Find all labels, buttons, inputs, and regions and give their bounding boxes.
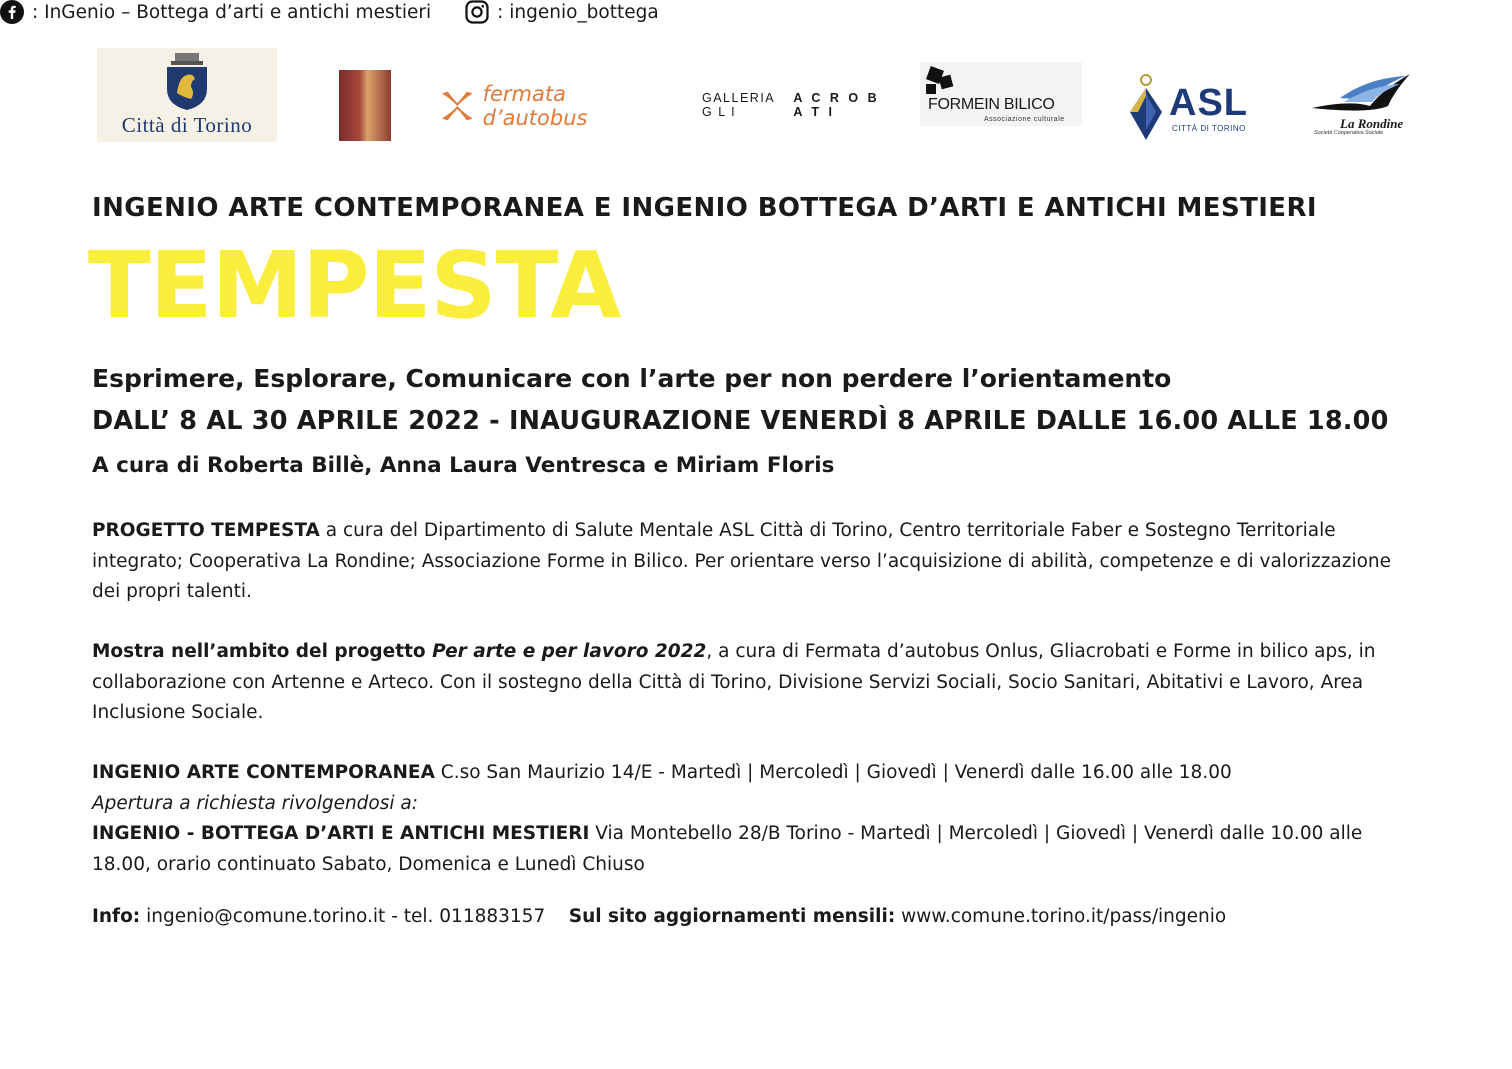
fermata-x-icon xyxy=(440,89,475,123)
site-url[interactable]: www.comune.torino.it/pass/ingenio xyxy=(895,906,1227,927)
rondine-logo-text: La Rondine xyxy=(1340,116,1404,131)
project-text: a cura del Dipartimento di Salute Mentale ASL Città di Torino, Centro territoriale Faber e Sostegno Territoriale integrato; Cooperativa La Rondine; Associazione Forme in Bilico. Per orientare verso l’acquisizione di abilità, competenze e di valorizzazione dei propri talenti. xyxy=(92,520,1392,602)
venue2-details: Via Montebello 28/B Torino - Martedì | Mercoledì | Giovedì | Venerdì dalle 10.00 alle 18.00, orario continuato Sabato, Domenica e Lunedì Chiuso xyxy=(92,823,1363,875)
info-line xyxy=(92,902,1422,933)
context-project-name: Per arte e per lavoro 2022 xyxy=(432,641,707,662)
forme-in-bilico-logo xyxy=(920,62,1082,126)
torino-logo-text: Città di Torino xyxy=(121,112,253,137)
info-contacts: ingenio@comune.torino.it - tel. 011883157 xyxy=(140,906,546,927)
fermata-autobus-logo xyxy=(440,82,670,130)
curators-line: A cura di Roberta Billè, Anna Laura Ventresca e Miriam Floris xyxy=(92,453,835,478)
venue2-name: INGENIO - BOTTEGA D’ARTI E ANTICHI MESTIERI xyxy=(92,823,590,844)
context-label: Mostra nell’ambito del progetto xyxy=(92,641,433,662)
forme-logo-text: FORMEIN BILICO xyxy=(928,96,1055,113)
apertura-note: Apertura a richiesta rivolgendosi a: xyxy=(92,792,418,814)
exhibition-subtitle: Esprimere, Esplorare, Comunicare con l’arte per non perdere l’orientamento xyxy=(92,364,1172,393)
asl-emblem-icon xyxy=(1126,72,1166,142)
venues-paragraph xyxy=(92,758,1422,880)
forme-logo-subtext: Associazione culturale xyxy=(984,116,1065,123)
citta-di-torino-logo xyxy=(97,48,277,142)
galleria-gliacrobati-logo xyxy=(702,92,897,118)
exhibition-context-paragraph xyxy=(92,637,1422,729)
instagram-handle[interactable]: : ingenio_bottega xyxy=(497,1,659,23)
asl-logo-text: ASL xyxy=(1169,82,1248,124)
social-line xyxy=(0,0,1512,24)
galleria-bold: A C R O B A T I xyxy=(793,91,880,119)
facebook-icon[interactable] xyxy=(0,0,24,24)
info-label: Info: xyxy=(92,906,141,927)
project-paragraph xyxy=(92,516,1422,608)
exhibition-dates: DALL’ 8 AL 30 APRILE 2022 - INAUGURAZIONE VENERDÌ 8 APRILE DALLE 16.00 ALLE 18.00 xyxy=(92,406,1389,436)
context-text: , a cura di Fermata d’autobus Onlus, Gliacrobati e Forme in bilico aps, in collaborazione con Artenne e Arteco. Con il sostegno della Città di Torino, Divisione Servizi Sociali, Socio Sanitari, Abitativi e Lavoro, Area Inclusione Sociale. xyxy=(92,641,1376,723)
swallow-icon xyxy=(1310,72,1412,118)
venue1-name: INGENIO ARTE CONTEMPORANEA xyxy=(92,762,435,783)
project-label: PROGETTO TEMPESTA xyxy=(92,520,320,541)
la-rondine-logo xyxy=(1310,72,1412,136)
exhibition-title: TEMPESTA xyxy=(88,232,621,339)
museum-book-logo xyxy=(339,70,391,141)
asl-logo-subtext: CITTÀ DI TORINO xyxy=(1172,124,1246,133)
asl-logo xyxy=(1122,72,1250,142)
instagram-icon[interactable] xyxy=(465,0,489,24)
facebook-handle[interactable]: : InGenio – Bottega d’arti e antichi mestieri xyxy=(32,1,432,23)
galleria-prefix: GALLERIA G L I xyxy=(702,91,775,119)
site-label: Sul sito aggiornamenti mensili: xyxy=(568,906,896,927)
torino-crest-icon xyxy=(161,53,213,111)
organizers-heading: INGENIO ARTE CONTEMPORANEA E INGENIO BOTTEGA D’ARTI E ANTICHI MESTIERI xyxy=(92,193,1317,223)
venue1-details: C.so San Maurizio 14/E - Martedì | Mercoledì | Giovedì | Venerdì dalle 16.00 alle 18.00 xyxy=(434,762,1232,783)
fermata-logo-text: fermata d’autobus xyxy=(482,82,588,130)
rondine-logo-subtext: Società Cooperativa Sociale xyxy=(1314,130,1384,136)
